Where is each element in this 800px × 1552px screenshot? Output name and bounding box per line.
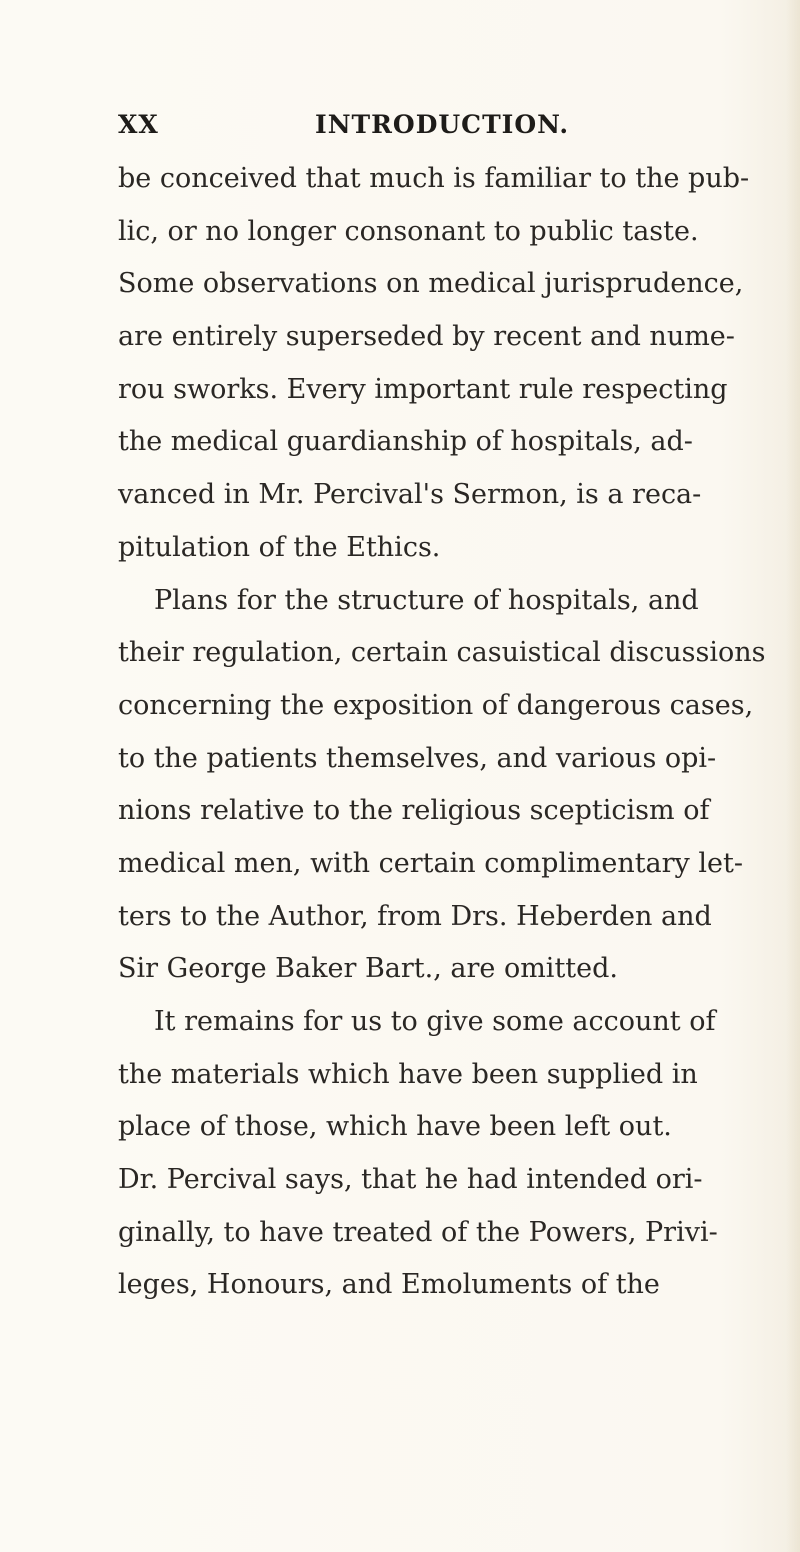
paragraph-start-line: It remains for us to give some account of	[154, 1006, 716, 1037]
text-line: concerning the exposition of dangerous cases,	[118, 689, 754, 721]
running-head	[118, 110, 778, 150]
text-line: their regulation, certain casuistical discussions	[118, 637, 766, 669]
text-line: nions relative to the religious scepticism of	[118, 795, 710, 827]
text-line: be conceived that much is familiar to the pub-	[118, 163, 750, 194]
text-line: Sir George Baker Bart., are omitted.	[118, 953, 618, 985]
text-line: vanced in Mr. Percival's Sermon, is a reca-	[118, 479, 702, 511]
text-line: rou sworks. Every important rule respecting	[118, 373, 728, 405]
text-line: ters to the Author, from Drs. Heberden and	[118, 900, 712, 932]
text-line: the medical guardianship of hospitals, ad-	[118, 426, 693, 458]
text-line: ginally, to have treated of the Powers, Privi-	[118, 1216, 718, 1248]
text-line: Some observations on medical jurisprudence,	[118, 268, 744, 300]
paragraph-start-line: Plans for the structure of hospitals, and	[154, 584, 699, 616]
text-line: to the patients themselves, and various opi-	[118, 742, 717, 774]
page-number: XX	[118, 110, 159, 139]
text-line: the materials which have been supplied in	[118, 1058, 698, 1090]
text-line: Dr. Percival says, that he had intended ori-	[118, 1164, 703, 1196]
text-line: medical men, with certain complimentary let-	[118, 847, 743, 879]
body-text	[118, 153, 798, 1312]
text-line: place of those, which have been left out.	[118, 1111, 672, 1143]
text-line: leges, Honours, and Emoluments of the	[118, 1269, 660, 1301]
text-line: pitulation of the Ethics.	[118, 531, 441, 563]
text-line: are entirely superseded by recent and nume-	[118, 321, 735, 353]
section-title: INTRODUCTION.	[315, 110, 570, 139]
text-line: lic, or no longer consonant to public taste.	[118, 215, 699, 247]
